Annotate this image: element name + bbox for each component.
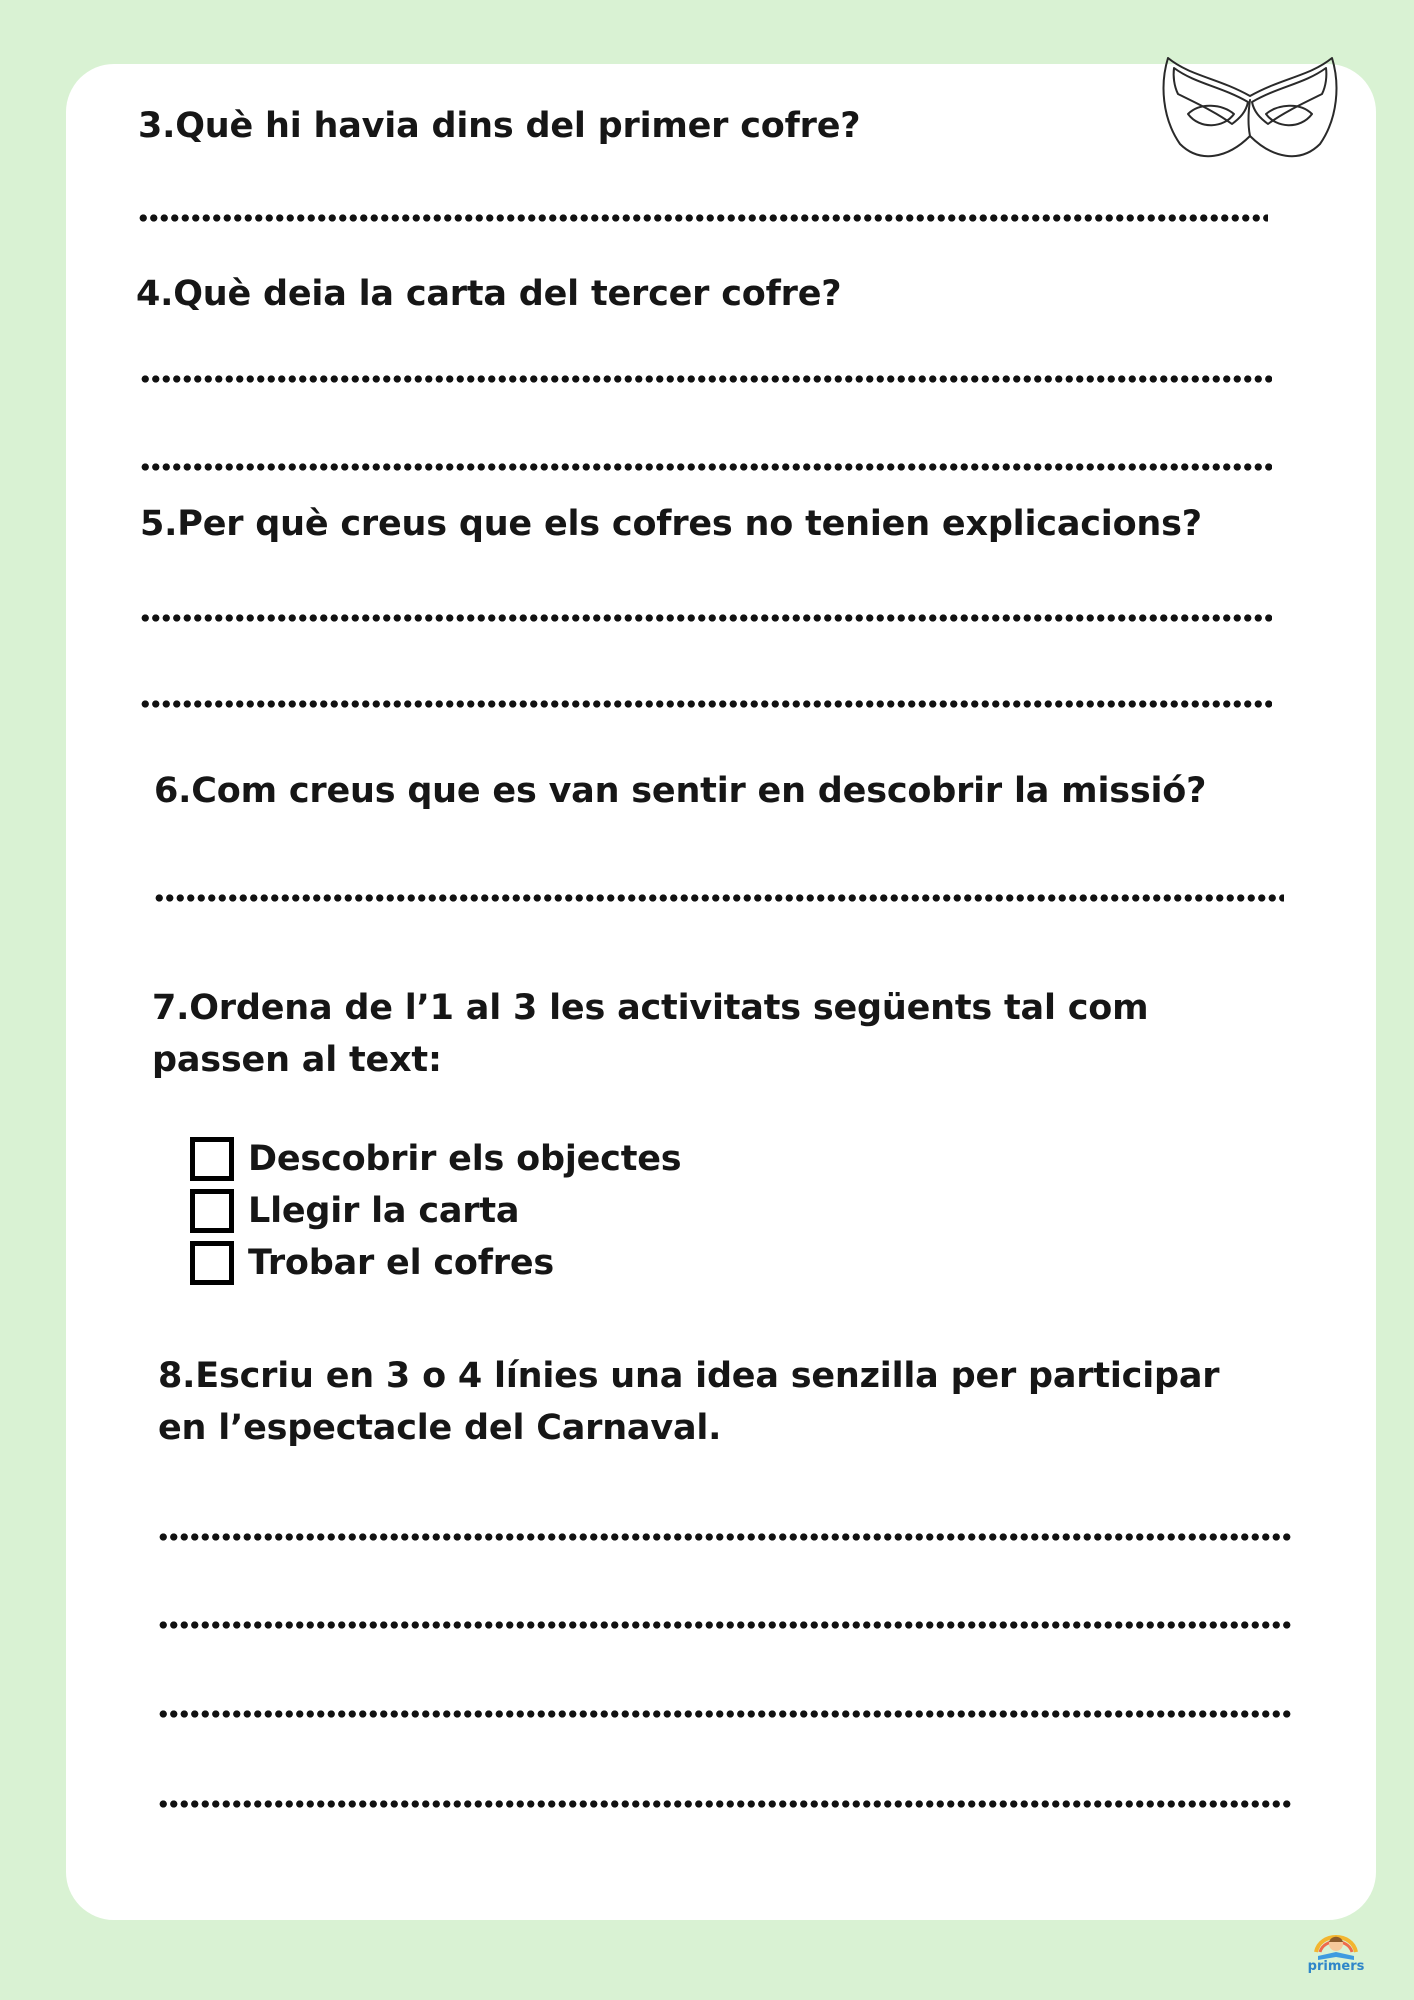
logo-graphic-icon xyxy=(1304,1922,1368,1962)
order-checkbox-3[interactable] xyxy=(190,1241,234,1285)
answer-line-6-1[interactable] xyxy=(154,894,1284,902)
answer-line-4-1[interactable] xyxy=(140,375,1272,383)
order-option-label-3: Trobar el cofres xyxy=(248,1243,555,1283)
logo-text: primers xyxy=(1307,1959,1365,1974)
order-checkbox-1[interactable] xyxy=(190,1137,234,1181)
question-7: 7.Ordena de l’1 al 3 les activitats següents tal com passen al text: xyxy=(152,988,1149,1080)
question-5: 5.Per què creus que els cofres no tenien explicacions? xyxy=(140,504,1202,544)
answer-line-5-1[interactable] xyxy=(140,614,1272,622)
primers-aprenentatges-logo xyxy=(1304,1922,1368,1988)
order-option-1 xyxy=(190,1133,681,1185)
order-option-label-2: Llegir la carta xyxy=(248,1191,520,1231)
question-6: 6.Com creus que es van sentir en descobrir la missió? xyxy=(154,771,1207,811)
order-option-2 xyxy=(190,1185,681,1237)
answer-line-3-1[interactable] xyxy=(138,214,1268,222)
question-4: 4.Què deia la carta del tercer cofre? xyxy=(136,274,842,314)
order-checkbox-2[interactable] xyxy=(190,1189,234,1233)
answer-line-8-4[interactable] xyxy=(158,1800,1292,1808)
order-option-3 xyxy=(190,1237,681,1289)
carnival-mask-icon xyxy=(1160,54,1340,166)
answer-line-4-2[interactable] xyxy=(140,463,1272,471)
question-8: 8.Escriu en 3 o 4 línies una idea senzilla per participar en l’espectacle del Carnaval. xyxy=(158,1356,1220,1448)
order-option-label-1: Descobrir els objectes xyxy=(248,1139,682,1179)
answer-line-8-3[interactable] xyxy=(158,1710,1292,1718)
question-3: 3.Què hi havia dins del primer cofre? xyxy=(138,106,861,146)
answer-line-8-2[interactable] xyxy=(158,1621,1292,1629)
answer-line-8-1[interactable] xyxy=(158,1533,1292,1541)
answer-line-5-2[interactable] xyxy=(140,700,1272,708)
order-options xyxy=(190,1133,681,1289)
